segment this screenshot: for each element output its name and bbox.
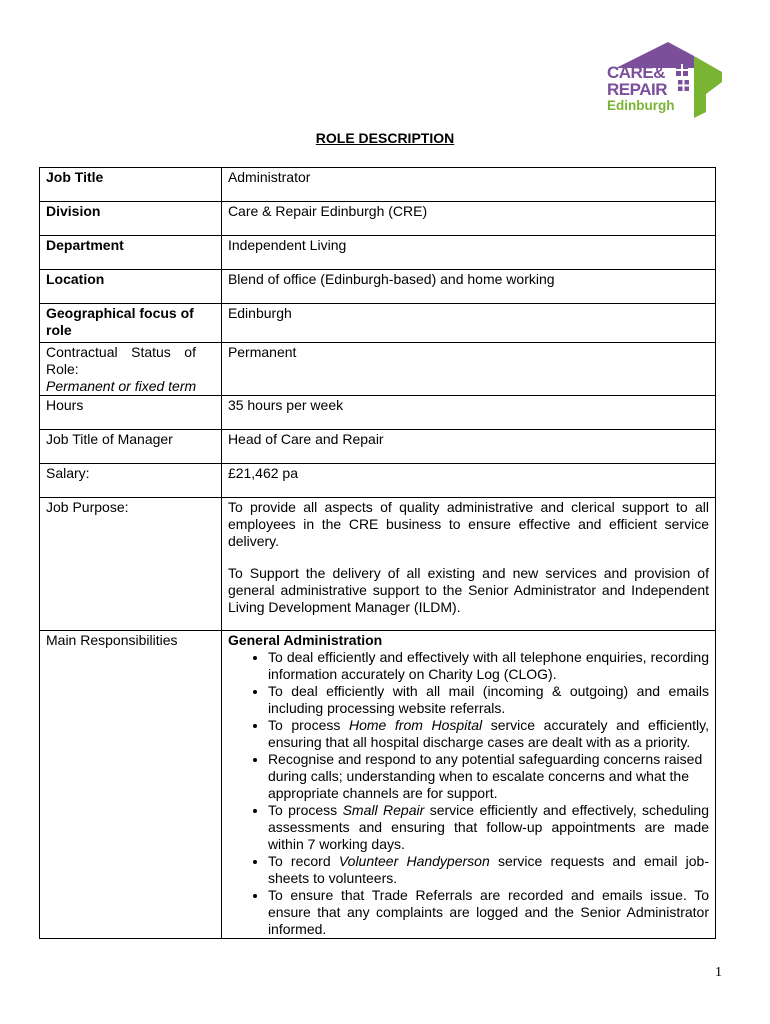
page-number: 1 — [715, 965, 722, 980]
job-purpose-paragraph-2: To Support the delivery of all existing and new services and provision of general administrative support to the Senior Administrator and Independent Living Development Manager (ILDM). — [227, 565, 709, 615]
label-hours: Hours — [40, 396, 222, 430]
table-row — [40, 631, 716, 939]
logo-text-repair: REPAIR — [607, 80, 667, 99]
value-main-responsibilities — [221, 631, 715, 939]
general-administration-heading: General Administration — [227, 632, 383, 648]
table-row — [40, 168, 716, 202]
label-job-title: Job Title — [40, 168, 222, 202]
service-name: Home from Hospital — [348, 717, 483, 733]
label-main-responsibilities: Main Responsibilities — [40, 631, 222, 939]
value-salary: £21,462 pa — [221, 464, 715, 498]
list-item-text: service efficiently and effectively, scheduling assessments and ensuring that follow-up appointments are made within 7 working days. — [267, 802, 709, 852]
logo-text-care: CARE& — [607, 63, 665, 82]
list-item-text: service requests and email job-sheets to volunteers. — [267, 853, 710, 886]
list-item — [268, 802, 709, 853]
care-and-repair-logo — [598, 42, 728, 118]
list-item: • Recognise and respond to any potential safeguarding concerns raised during calls; understanding when to escalate concerns and what the appropriate channels are for support. — [268, 751, 709, 802]
table-row — [40, 236, 716, 270]
list-item: • To deal efficiently with all mail (incoming & outgoing) and emails including processing website referrals. — [268, 683, 709, 717]
list-item-text: To record — [267, 853, 339, 869]
logo-text-edinburgh: Edinburgh — [607, 98, 675, 113]
value-job-title: Administrator — [221, 168, 715, 202]
list-item-text: To process — [267, 802, 343, 818]
label-location: Location — [40, 270, 222, 304]
table-row — [40, 270, 716, 304]
table-row — [40, 343, 716, 396]
label-division: Division — [40, 202, 222, 236]
contract-label-part1: Contractual Status of Role: — [46, 344, 196, 377]
label-manager: Job Title of Manager — [40, 430, 222, 464]
role-description-table — [39, 167, 716, 939]
label-geographical-focus: Geographical focus of role — [40, 304, 222, 343]
label-contractual-status — [40, 343, 222, 396]
service-name: Small Repair — [342, 802, 425, 818]
table-row — [40, 396, 716, 430]
value-location: Blend of office (Edinburgh-based) and home working — [221, 270, 715, 304]
list-item: • To deal efficiently and effectively with all telephone enquiries, recording information accurately on Charity Log (CLOG). — [268, 649, 709, 683]
label-department: Department — [40, 236, 222, 270]
table-row — [40, 464, 716, 498]
label-job-purpose: Job Purpose: — [40, 498, 222, 631]
page-title: ROLE DESCRIPTION — [315, 130, 455, 146]
contract-label-part2: Permanent or fixed term — [46, 378, 197, 394]
table-row — [40, 304, 716, 343]
table-row — [40, 498, 716, 631]
responsibilities-list — [228, 649, 709, 938]
value-geographical-focus: Edinburgh — [221, 304, 715, 343]
value-contractual-status: Permanent — [221, 343, 715, 396]
value-job-purpose — [221, 498, 715, 631]
job-purpose-paragraph-1: To provide all aspects of quality administrative and clerical support to all employees in the CRE business to ensure effective and efficient service delivery. — [227, 499, 709, 549]
table-row — [40, 430, 716, 464]
value-division: Care & Repair Edinburgh (CRE) — [221, 202, 715, 236]
list-item — [268, 717, 709, 751]
list-item — [268, 853, 709, 887]
list-item-text: service accurately and efficiently, ensuring that all hospital discharge cases are dealt with as a priority. — [267, 717, 710, 750]
value-manager: Head of Care and Repair — [221, 430, 715, 464]
value-department: Independent Living — [221, 236, 715, 270]
list-item-text: To process — [267, 717, 349, 733]
value-hours: 35 hours per week — [221, 396, 715, 430]
service-name: Volunteer Handyperson — [338, 853, 490, 869]
list-item: • To ensure that Trade Referrals are recorded and emails issue. To ensure that any complaints are logged and the Senior Administrator informed. — [268, 887, 709, 938]
table-row — [40, 202, 716, 236]
label-salary: Salary: — [40, 464, 222, 498]
